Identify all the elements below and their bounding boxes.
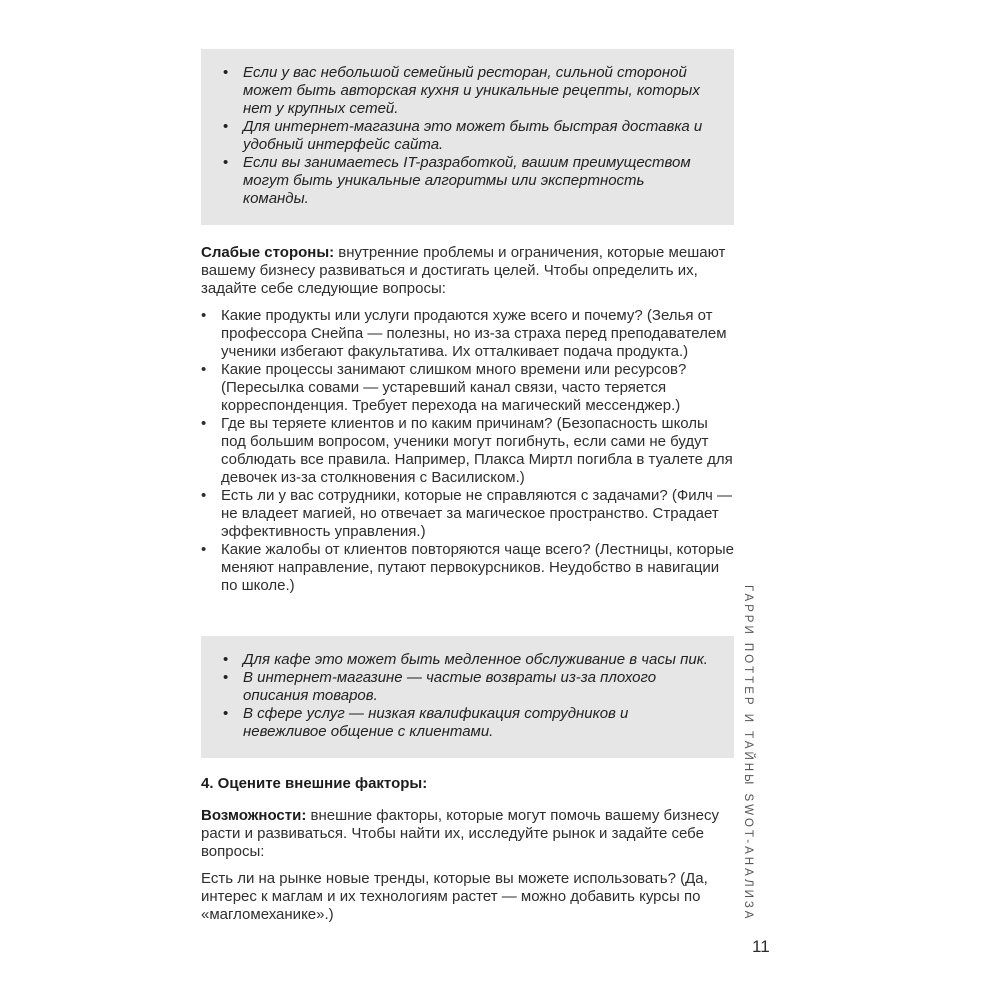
strengths-examples-box <box>201 49 734 225</box>
list-item: • В сфере услуг — низкая квалификация сотрудников и невежливое общение с клиентами. <box>223 705 714 741</box>
opportunities-question: Есть ли на рынке новые тренды, которые вы можете использовать? (Да, интерес к маглам и их технологиям растет — можно добавить курсы по «магломеханике».) <box>201 870 708 923</box>
list-item: • Если вы занимаетесь IT-разработкой, вашим преимуществом могут быть уникальные алгоритмы или экспертность команды. <box>223 154 714 208</box>
list-item: • Для кафе это может быть медленное обслуживание в часы пик. <box>223 651 714 669</box>
weaknesses-examples-box <box>201 636 734 758</box>
list-item: • Для интернет-магазина это может быть быстрая доставка и удобный интерфейс сайта. <box>223 118 714 154</box>
opportunities-paragraph <box>201 807 734 861</box>
list-item: • Какие продукты или услуги продаются хуже всего и почему? (Зелья от профессора Снейпа — полезны, но из-за страха перед преподавателем ученики избегают факультатива. Их отталкивает подача продукта.) <box>201 307 734 361</box>
weaknesses-paragraph <box>201 244 734 298</box>
opportunities-lead: Возможности: <box>201 807 307 824</box>
list-item: • Какие жалобы от клиентов повторяются чаще всего? (Лестницы, которые меняют направление, путают первокурсников. Неудобство в навигации по школе.) <box>201 541 734 595</box>
list-item: • Где вы теряете клиентов и по каким причинам? (Безопасность школы под большим вопросом, ученики могут погибнуть, если сами не будут соблюдать все правила. Например, Плакса Миртл погибла в туалете для девочек из-за столкновения с Василиском.) <box>201 415 734 487</box>
running-head: ГАРРИ ПОТТЕР И ТАЙНЫ SWOT-АНАЛИЗА <box>742 585 754 922</box>
weaknesses-lead: Слабые стороны: <box>201 244 335 261</box>
list-item: • В интернет-магазине — частые возвраты из-за плохого описания товаров. <box>223 669 714 705</box>
weaknesses-question-list <box>201 307 734 595</box>
list-item: • Есть ли у вас сотрудники, которые не справляются с задачами? (Филч — не владеет магией, но отвечает за магическое пространство. Страдает эффективность управления.) <box>201 487 734 541</box>
page-number: 11 <box>752 937 770 956</box>
weaknesses-intro-text: внутренние проблемы и ограничения, которые мешают вашему бизнесу развиваться и достигать целей. Чтобы определить их, задайте себе следующие вопросы: <box>201 244 726 297</box>
list-item: • Какие процессы занимают слишком много времени или ресурсов? (Пересылка совами — устаревший канал связи, часто теряется корреспонденция. Требует перехода на магический мессенджер.) <box>201 361 734 415</box>
section-heading: 4. Оцените внешние факторы: <box>201 775 428 792</box>
opportunities-intro-text: внешние факторы, которые могут помочь вашему бизнесу расти и развиваться. Чтобы найти их, исследуйте рынок и задайте себе вопросы: <box>201 807 720 860</box>
list-item: • Если у вас небольшой семейный ресторан, сильной стороной может быть авторская кухня и уникальные рецепты, которых нет у крупных сетей. <box>223 64 714 118</box>
strengths-examples-list <box>223 64 714 208</box>
weaknesses-examples-list <box>223 651 714 741</box>
